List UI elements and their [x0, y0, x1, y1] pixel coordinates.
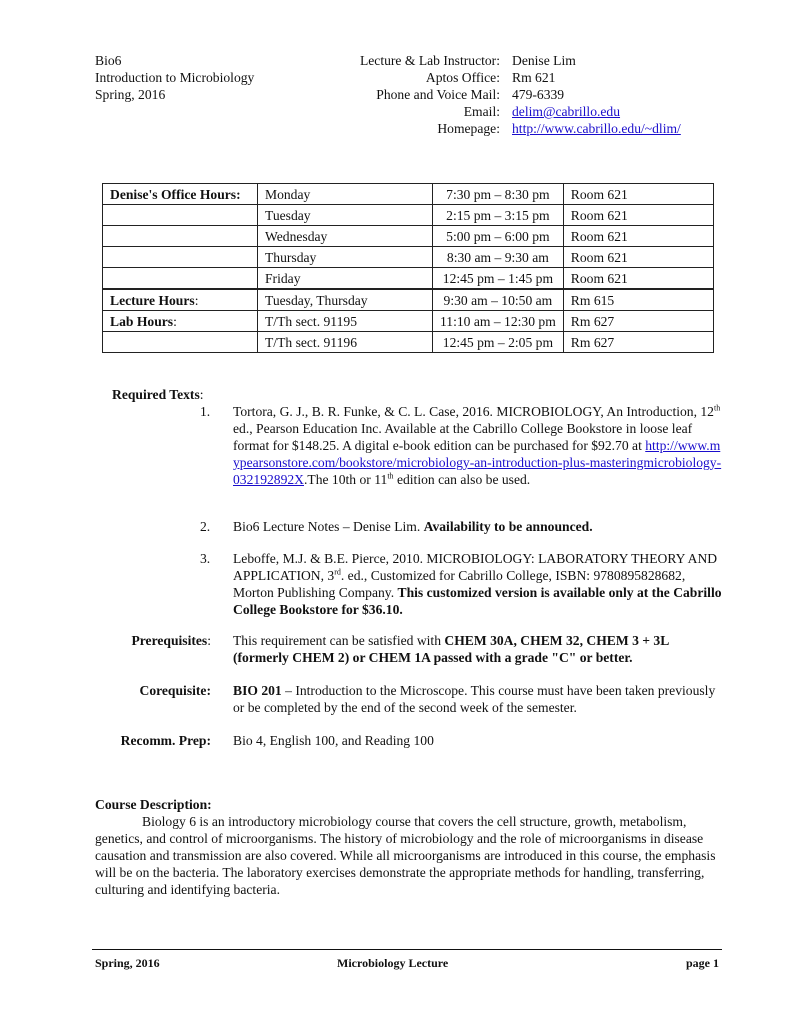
- table-row: Lab Hours: T/Th sect. 91195 11:10 am – 12:30 pm Rm 627: [103, 311, 714, 332]
- course-description-heading: Course Description:: [95, 797, 212, 812]
- textbook-item: Tortora, G. J., B. R. Funke, & C. L. Case, 2016. MICROBIOLOGY, An Introduction, 12th ed., Pearson Education Inc. Available at the Cabrillo College Bookstore in loose leaf format for $148.25. A digital e-book edition can be purchased for $92.70 at http://www.mypearsonstore.com/bookstore/microbiology-an-introduction-plus-masteringmicrobiology-032192892X.The 10th or 11th edition can also be used.: [233, 403, 722, 487]
- time-cell: 12:45 pm – 2:05 pm: [433, 332, 564, 353]
- table-row: [103, 332, 714, 353]
- item-number: 1.: [200, 404, 211, 419]
- day-cell: T/Th sect. 91196: [258, 332, 433, 353]
- footer-divider: [92, 949, 722, 950]
- course-description-text: Biology 6 is an introductory microbiology course that covers the cell structure, growth, metabolism, genetics, and control of microorganisms. The history of microbiology and the role of microorganisms in disease causation and transmission are also covered. While all microorganisms are introduced in this course, the emphasis will be on the bacteria. The laboratory exercises demonstrate the appropriate methods for handling, transferring, culturing and identifying bacteria.: [95, 814, 716, 897]
- corequisite-label: Corequisite:: [139, 683, 211, 698]
- email-row: [345, 103, 681, 120]
- table-row: [103, 205, 714, 226]
- recomm-prep-label: Recomm. Prep:: [120, 733, 211, 748]
- lecture-hours-label: Lecture Hours: [110, 292, 195, 308]
- time-cell: 2:15 pm – 3:15 pm: [433, 205, 564, 226]
- room-cell: Room 621: [563, 226, 713, 247]
- room-cell: Room 621: [563, 268, 713, 290]
- hours-table: [102, 183, 714, 353]
- table-row: [103, 184, 714, 205]
- day-cell: Tuesday, Thursday: [258, 289, 433, 311]
- time-cell: 12:45 pm – 1:45 pm: [433, 268, 564, 290]
- page-number: page 1: [686, 956, 719, 970]
- room-cell: Room 621: [563, 205, 713, 226]
- prerequisites-text: This requirement can be satisfied with CHEM 30A, CHEM 32, CHEM 3 + 3L (formerly CHEM 2) or CHEM 1A passed with a grade "C" or better.: [233, 633, 669, 665]
- time-cell: 5:00 pm – 6:00 pm: [433, 226, 564, 247]
- table-row: [103, 247, 714, 268]
- day-cell: Monday: [258, 184, 433, 205]
- day-cell: Friday: [258, 268, 433, 290]
- time-cell: 9:30 am – 10:50 am: [433, 289, 564, 311]
- item-number: 3.: [200, 551, 211, 566]
- lab-manual-item: Leboffe, M.J. & B.E. Pierce, 2010. MICROBIOLOGY: LABORATORY THEORY AND APPLICATION, 3rd. ed., Customized for Cabrillo College, ISBN: 9780895828682, Morton Publishing Company. This customized version is available only at the Cabrillo College Bookstore for $36.10.: [233, 551, 722, 617]
- corequisite-text: BIO 201 – Introduction to the Microscope. This course must have been taken previously or be completed by the end of the second week of the semester.: [233, 683, 716, 715]
- time-cell: 8:30 am – 9:30 am: [433, 247, 564, 268]
- course-info: [95, 52, 254, 103]
- room-cell: Rm 615: [563, 289, 713, 311]
- footer-term: Spring, 2016: [95, 956, 160, 970]
- email-label: Email:: [463, 104, 500, 119]
- room-cell: Room 621: [563, 184, 713, 205]
- footer-course: Microbiology Lecture: [337, 956, 449, 970]
- required-texts-heading: Required Texts:: [112, 387, 204, 402]
- bookstore-link[interactable]: http://www.mypearsonstore.com/bookstore/microbiology-an-introduction-plus-masteringmicrobiology-032192892X: [233, 438, 722, 487]
- room-cell: Rm 627: [563, 311, 713, 332]
- table-row: Lecture Hours: Tuesday, Thursday 9:30 am – 10:50 am Rm 615: [103, 289, 714, 311]
- day-cell: T/Th sect. 91195: [258, 311, 433, 332]
- phone-value: 479-6339: [512, 87, 565, 102]
- office-hours-label: Denise's Office Hours:: [110, 186, 241, 202]
- office-row: [345, 69, 681, 86]
- day-cell: Tuesday: [258, 205, 433, 226]
- instructor-label: Lecture & Lab Instructor:: [359, 53, 500, 68]
- course-term: Spring, 2016: [95, 87, 166, 102]
- homepage-link[interactable]: http://www.cabrillo.edu/~dlim/: [512, 121, 681, 136]
- instructor-info: [345, 52, 681, 137]
- day-cell: Thursday: [258, 247, 433, 268]
- lab-hours-label: Lab Hours: [110, 313, 174, 329]
- table-row: [103, 268, 714, 290]
- time-cell: 7:30 pm – 8:30 pm: [433, 184, 564, 205]
- email-link[interactable]: delim@cabrillo.edu: [512, 104, 621, 119]
- item-number: 2.: [200, 519, 211, 534]
- phone-row: [345, 86, 681, 103]
- course-title: Introduction to Microbiology: [95, 70, 255, 85]
- instructor-value: Denise Lim: [512, 53, 576, 68]
- office-label: Aptos Office:: [425, 70, 500, 85]
- instructor-row: [345, 52, 681, 69]
- homepage-row: [345, 120, 681, 137]
- office-value: Rm 621: [512, 70, 556, 85]
- room-cell: Rm 627: [563, 332, 713, 353]
- phone-label: Phone and Voice Mail:: [376, 87, 500, 102]
- homepage-label: Homepage:: [437, 121, 500, 136]
- time-cell: 11:10 am – 12:30 pm: [433, 311, 564, 332]
- day-cell: Wednesday: [258, 226, 433, 247]
- recomm-prep-text: Bio 4, English 100, and Reading 100: [233, 733, 434, 748]
- course-code: Bio6: [95, 53, 122, 68]
- room-cell: Room 621: [563, 247, 713, 268]
- lecture-notes-item: Bio6 Lecture Notes – Denise Lim. Availability to be announced.: [233, 519, 593, 534]
- prerequisites-label: Prerequisites:: [131, 633, 211, 648]
- table-row: [103, 226, 714, 247]
